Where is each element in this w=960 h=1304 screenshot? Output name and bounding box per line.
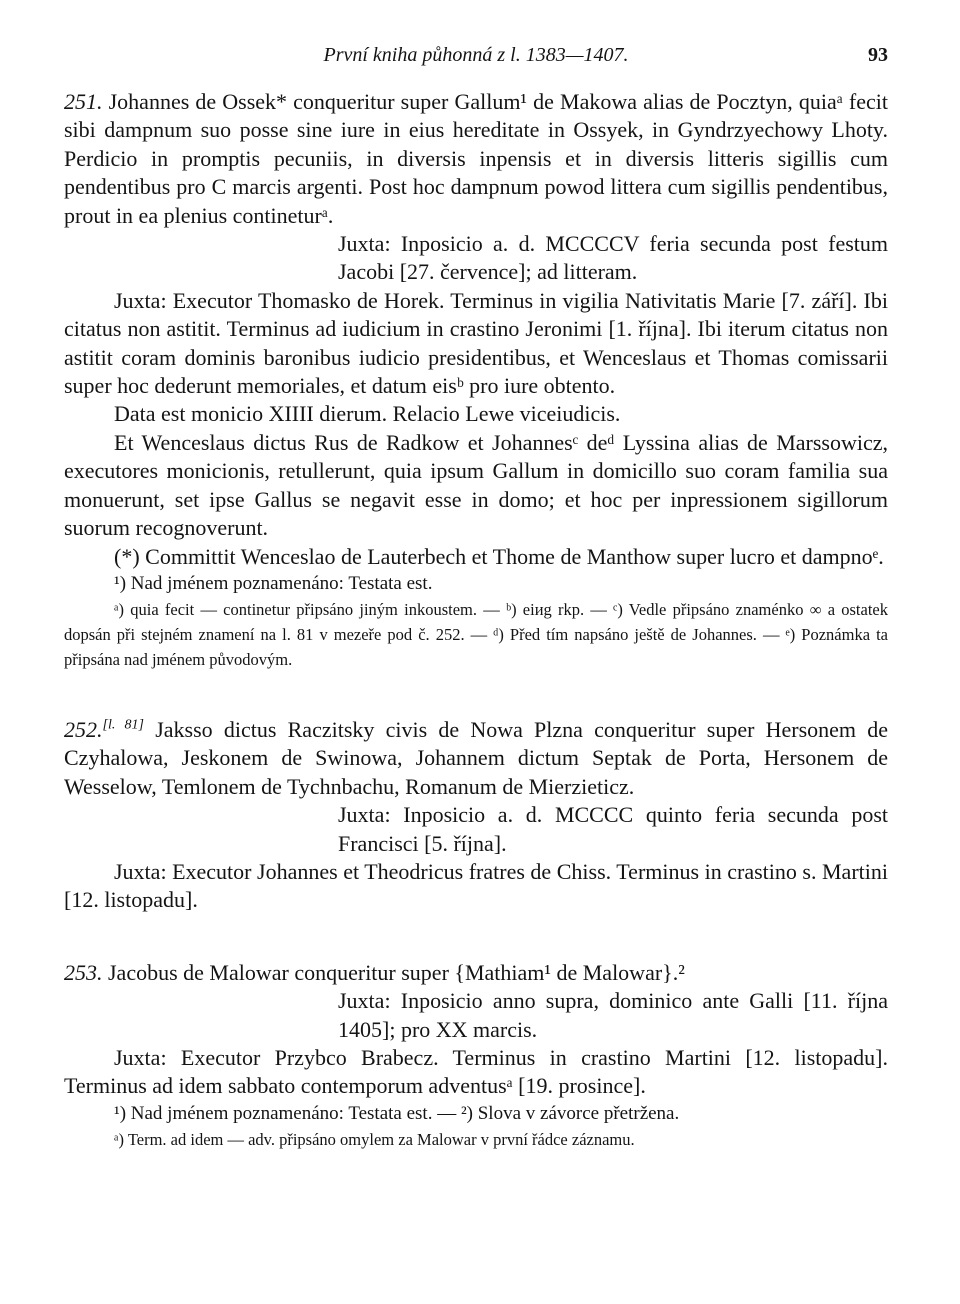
juxta-inposicio: Juxta: Inposicio a. d. MCCCC quinto feria secunda post Francisci [5. října]. — [338, 802, 888, 856]
entry-253 — [64, 959, 888, 1152]
entry-number: 253. — [64, 959, 103, 985]
entry-paragraph — [64, 959, 888, 987]
footnote-apparatus: ᵃ) Term. ad idem — adv. připsáno omylem za Malowar v první řádce záznamu. — [114, 1129, 635, 1149]
running-title: První kniha půhonná z l. 1383—1407. — [323, 44, 629, 66]
folio-marker: [l. 81] — [102, 717, 144, 733]
juxta-executor: Juxta: Executor Johannes et Theodricus fratres de Chiss. Terminus in crastino s. Martini [12. listopadu]. — [64, 858, 888, 913]
entry-paragraph — [64, 716, 888, 801]
juxta-inposicio: Juxta: Inposicio a. d. MCCCCV feria secunda post festum Jacobi [27. července]; ad litteram. — [338, 231, 888, 285]
entry-251 — [64, 88, 888, 672]
footnote-numeric: ¹) Nad jménem poznamenáno: Testata est. — [114, 572, 433, 594]
juxta-executor: Juxta: Executor Thomasko de Horek. Terminus in vigilia Nativitatis Marie [7. září]. Ibi citatus non astitit. Terminus ad iudicium in crastino Jeronimi [1. října]. Ibi iterum citatus non astitit coram dominis baronibus iudicio presidentibus, et Wenceslaus et Thomas comissarii super hoc dederunt memoriales, et datum eisᵇ pro iure obtento. — [64, 287, 888, 399]
entry-text: Jacobus de Malowar conqueritur super {Mathiam¹ de Malowar}.² — [108, 959, 685, 985]
committit-paragraph: (*) Committit Wenceslao de Lauterbech et Thome de Manthow super lucro et dampnoᵉ. — [114, 543, 884, 569]
entry-252 — [64, 716, 888, 915]
entry-text: Jaksso dictus Raczitsky civis de Nowa Plzna conqueritur super Hersonem de Czyhalowa, Jeskonem de Swinowa, Johannem dictum Septak de Porta, Hersonem de Wesselow, Temlonem de Tychnbachu, Romanum de Mierzieticz. — [64, 716, 889, 799]
entry-number: 252. — [64, 716, 103, 742]
entry-number: 251. — [64, 89, 103, 114]
juxta-inposicio: Juxta: Inposicio anno supra, dominico ante Galli [11. října 1405]; pro XX marcis. — [338, 988, 888, 1042]
monicio-line: Data est monicio XIIII dierum. Relacio Lewe viceiudicis. — [114, 401, 621, 427]
document-page — [64, 44, 888, 1196]
entry-paragraph — [64, 88, 888, 230]
footnote-apparatus: ᵃ) quia fecit — continetur připsáno jiným inkoustem. — ᵇ) eiиg rkp. — ᶜ) Vedle připsáno znaménko ∞ a ostatek dopsán při stejném znamení na l. 81 v mezeře pod č. 252. — ᵈ) Před tím napsáno ještě de Johannes. — ᵉ) Poznámka ta připsána nad jménem původovým. — [64, 599, 888, 669]
juxta-executor: Juxta: Executor Przybco Brabecz. Terminus in crastino Martini [12. listopadu]. Terminus ad idem sabbato contemporum adventusᵃ [19. prosince]. — [64, 1044, 888, 1099]
entry-text: Johannes de Ossek* conqueritur super Gallum¹ de Makowa alias de Pocztyn, quiaᵃ fecit sibi dampnum suo posse sine iure in eius hereditate in Ossyek, in Gyndrzyechowy Lhoty. Perdicio in promptis pecuniis, in diversis inpensis et in diversis litteris sigillis cum pendentibus pro C marcis argenti. Post hoc dampnum powod littera cum sigillis pendentibus, prout in ea plenius contineturᵃ. — [64, 89, 889, 228]
page-number: 93 — [868, 44, 888, 66]
relacio-paragraph: Et Wenceslaus dictus Rus de Radkow et Johannesᶜ deᵈ Lyssina alias de Marssowicz, executores monicionis, retullerunt, quia ipsum Gallum in domicillo suo coram familia sua monuerunt, set ipse Gallus se negavit esse in domo; et hoc per inpressionem sigillorum suorum recognoverunt. — [64, 429, 888, 541]
running-header — [64, 44, 888, 74]
footnote-numeric: ¹) Nad jménem poznamenáno: Testata est. — ²) Slova v závorce přetržena. — [114, 1102, 680, 1124]
